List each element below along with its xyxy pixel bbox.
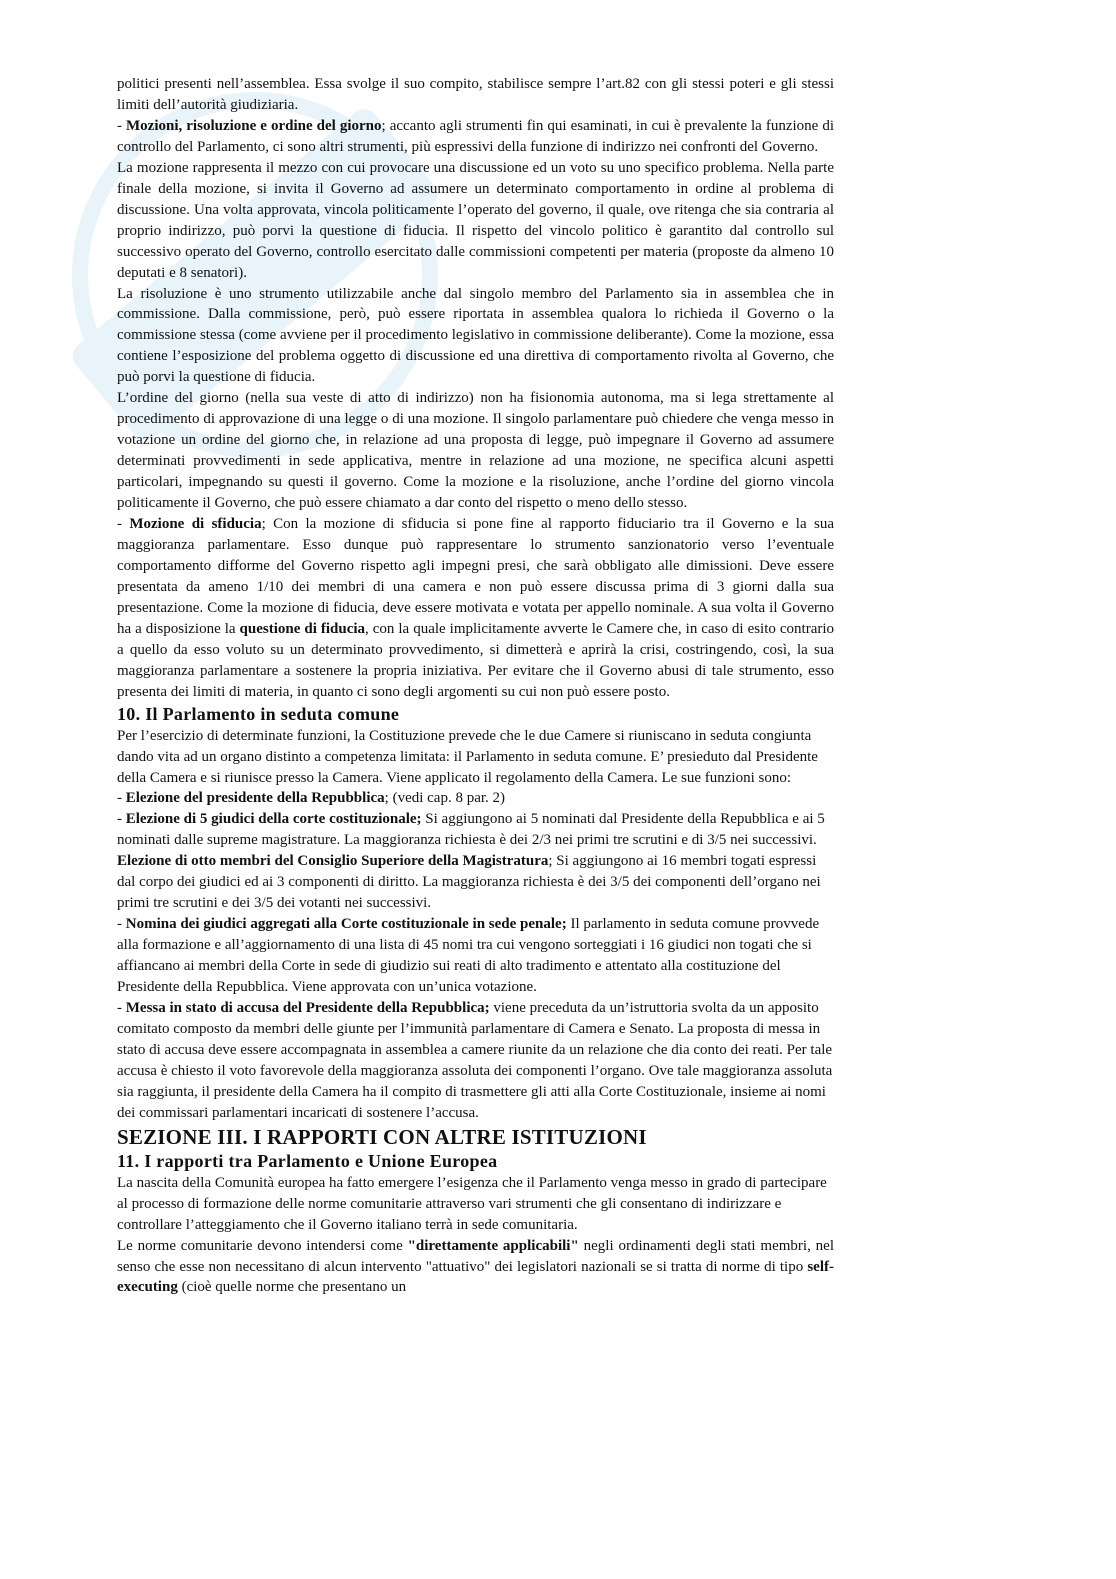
list-item: - Messa in stato di accusa del Presidente della Repubblica; viene preceduta da un’istruttoria svolta da un apposito comitato composto da membri delle giunte per l’immunità parlamentare di Camera e Senato. La proposta di messa in stato di accusa deve essere accompagnata in assemblea a camere riunite da un relazione che dia conto dei reati. Per tale accusa è chiesto il voto favorevole della maggioranza assoluta dei componenti l’organo. Ove tale maggioranza assoluta sia raggiunta, il presidente della Camera ha il compito di trasmettere gli atti alla Corte Costituzionale, insieme ai nomi dei commissari parlamentari incaricati di sostenere l’accusa. xyxy=(117,999,833,1121)
list-item: - Nomina dei giudici aggregati alla Corte costituzionale in sede penale; Il parlamento in seduta comune provvede alla formazione e all’aggiornamento di una lista di 45 nomi tra cui vengono sorteggiati i 16 giudici non togati che si affiancano ai membri della Corte in sede di giudizio sui reati di alto tradimento e attentato alla costituzione del Presidente della Repubblica. Viene approvata con un’unica votazione. xyxy=(117,916,820,996)
paragraph: La mozione rappresenta il mezzo con cui provocare una discussione ed un voto su uno specifico problema. Nella parte finale della mozione, si invita il Governo ad assumere un determinato comportamento in ordine al problema di discussione. Una volta approvata, vincola politicamente l’operato del governo, il quale, ove ritenga che sia contraria al proprio indirizzo, può porvi la questione di fiducia. Il rispetto del vincolo politico è garantito dal controllo sul successivo operato del Governo, controllo esercitato dalle commissioni competenti per materia (proposte da almeno 10 deputati e 8 senatori). xyxy=(117,159,834,281)
paragraph-mozioni: - Mozioni, risoluzione e ordine del giorno; accanto agli strumenti fin qui esaminati, in cui è prevalente la funzione di controllo del Parlamento, ci sono altri strumenti, più espressivi della funzione di indirizzo nei confronti del Governo. xyxy=(117,117,835,155)
paragraph: La risoluzione è uno strumento utilizzabile anche dal singolo membro del Parlamento sia in assemblea che in commissione. Dalla commissione, però, può essere riportata in assemblea qualora lo richieda il Governo o la commissione stessa (come avviene per il procedimento legislativo in commissione deliberante). Come la mozione, essa contiene l’esposizione del problema oggetto di discussione ed una direttiva di comportamento rivolta al Governo, che può porvi la questione di fiducia. xyxy=(117,285,834,386)
list-item: Elezione di otto membri del Consiglio Superiore della Magistratura; Si aggiungono ai 16 membri togati espressi dal corpo dei giudici ed ai 3 componenti di diritto. La maggioranza richiesta è dei 3/5 dei componenti dell’organo nei primi tre scrutini e dei 3/5 dei votanti nei successivi. xyxy=(117,853,821,912)
section-heading: SEZIONE III. I RAPPORTI CON ALTRE ISTITUZIONI xyxy=(117,1124,647,1149)
paragraph: politici presenti nell’assemblea. Essa svolge il suo compito, stabilisce sempre l’art.82 con gli stessi poteri e gli stessi limiti dell’autorità giudiziaria. xyxy=(117,76,834,113)
paragraph-sfiducia: - Mozione di sfiducia; Con la mozione di sfiducia si pone fine al rapporto fiduciario tra il Governo e la sua maggioranza parlamentare. Esso dunque può rappresentare lo strumento sanzionatorio verso l’eventuale comportamento difforme del Governo rispetto agli impegni presi, che sarà obbligato alle dimissioni. Deve essere presentata da ameno 1/10 dei membri di una camera e non può essere discussa prima di 3 giorni dalla sua presentazione. Come la mozione di fiducia, deve essere motivata e votata per appello nominale. A sua volta il Governo ha a disposizione la questione di fiducia, con la quale implicitamente avverte le Camere che, in caso di esito contrario a quello da esso voluto su un determinato provvedimento, si dimetterà e aprirà la crisi, costringendo, così, la sua maggioranza parlamentare a sostenere la propria iniziativa. Per evitare che il Governo abusi di tale strumento, esso presenta dei limiti di materia, in quanto ci sono degli argomenti su cui non può essere posto. xyxy=(117,516,835,700)
document-page xyxy=(117,74,834,1298)
heading-11: 11. I rapporti tra Parlamento e Unione Europea xyxy=(117,1150,498,1171)
paragraph: Per l’esercizio di determinate funzioni, la Costituzione prevede che le due Camere si riuniscano in seduta congiunta dando vita ad un organo distinto a competenza limitata: il Parlamento in seduta comune. E’ presieduto dal Presidente della Camera e si riunisce presso la Camera. Viene applicato il regolamento della Camera. Le sue funzioni sono: xyxy=(117,727,818,786)
heading-10: 10. Il Parlamento in seduta comune xyxy=(117,703,400,724)
list-item: - Elezione di 5 giudici della corte costituzionale; Si aggiungono ai 5 nominati dal Presidente della Repubblica e ai 5 nominati dalle supreme magistrature. La maggioranza richiesta è dei 2/3 nei primi tre scrutini e di 3/5 nei successivi. xyxy=(117,811,825,849)
paragraph: L’ordine del giorno (nella sua veste di atto di indirizzo) non ha fisionomia autonoma, ma si lega strettamente al procedimento di approvazione di una legge o di una mozione. Il singolo parlamentare può chiedere che venga messo in votazione un ordine del giorno che, in relazione ad una proposta di legge, può impegnare il Governo ad assumere determinati provvedimenti in sede applicativa, mentre in relazione ad una mozione, ne specifica alcuni aspetti particolari, impegnando su questi il governo. Come la mozione e la risoluzione, anche l’ordine del giorno vincola politicamente il Governo, che può essere chiamato a dar conto del rispetto o meno dello stesso. xyxy=(117,390,834,512)
paragraph: Le norme comunitarie devono intendersi come "direttamente applicabili" negli ordinamenti degli stati membri, nel senso che esse non necessitano di alcun intervento "attuativo" dei legislatori nazionali se si tratta di norme di tipo self-executing (cioè quelle norme che presentano un xyxy=(117,1237,834,1296)
list-item: - Elezione del presidente della Repubblica; (vedi cap. 8 par. 2) xyxy=(117,790,506,807)
paragraph: La nascita della Comunità europea ha fatto emergere l’esigenza che il Parlamento venga messo in grado di partecipare al processo di formazione delle norme comunitarie attraverso vari strumenti che gli consentano di indirizzare e controllare l’atteggiamento che il Governo italiano terrà in sede comunitaria. xyxy=(117,1174,827,1233)
